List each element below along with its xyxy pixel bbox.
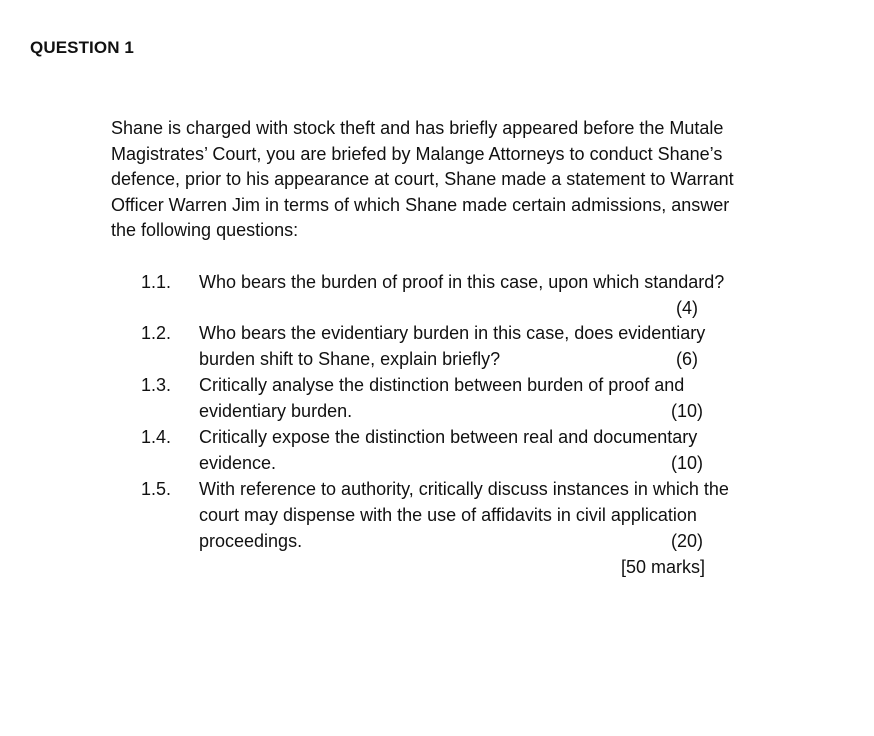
intro-line: the following questions: [111,220,299,241]
question-text: court may dispense with the use of affidavits in civil application [199,505,697,525]
total-marks: [50 marks] [621,557,706,577]
question-text: burden shift to Shane, explain briefly? [199,349,501,369]
question-marks: (20) [671,531,704,551]
question-text: evidence. [199,453,277,473]
question-number: 1.4. [141,427,172,447]
question-marks: (6) [676,349,698,369]
intro-paragraph [111,116,811,244]
question-number: 1.2. [141,323,172,343]
question-number: 1.1. [141,272,172,292]
question-text: Critically analyse the distinction between burden of proof and [199,375,685,395]
question-text: With reference to authority, critically discuss instances in which the [199,479,729,499]
question-text: proceedings. [199,531,303,551]
intro-line: Magistrates’ Court, you are briefed by Malange Attorneys to conduct Shane’s [111,143,723,164]
intro-line: defence, prior to his appearance at court, Shane made a statement to Warrant [111,169,734,190]
question-text: evidentiary burden. [199,401,353,421]
question-number: 1.5. [141,479,172,499]
question-text: Critically expose the distinction between real and documentary [199,427,698,447]
question-text: Who bears the evidentiary burden in this case, does evidentiary [199,323,706,343]
intro-line: Shane is charged with stock theft and has briefly appeared before the Mutale [111,118,724,138]
question-text: Who bears the burden of proof in this case, upon which standard? [199,272,725,292]
question-heading: QUESTION 1 [30,38,134,57]
question-marks: (10) [671,401,704,421]
intro-line: Officer Warren Jim in terms of which Shane made certain admissions, answer [111,194,730,215]
question-number: 1.3. [141,375,172,395]
question-marks: (4) [676,298,698,318]
question-marks: (10) [671,453,704,473]
